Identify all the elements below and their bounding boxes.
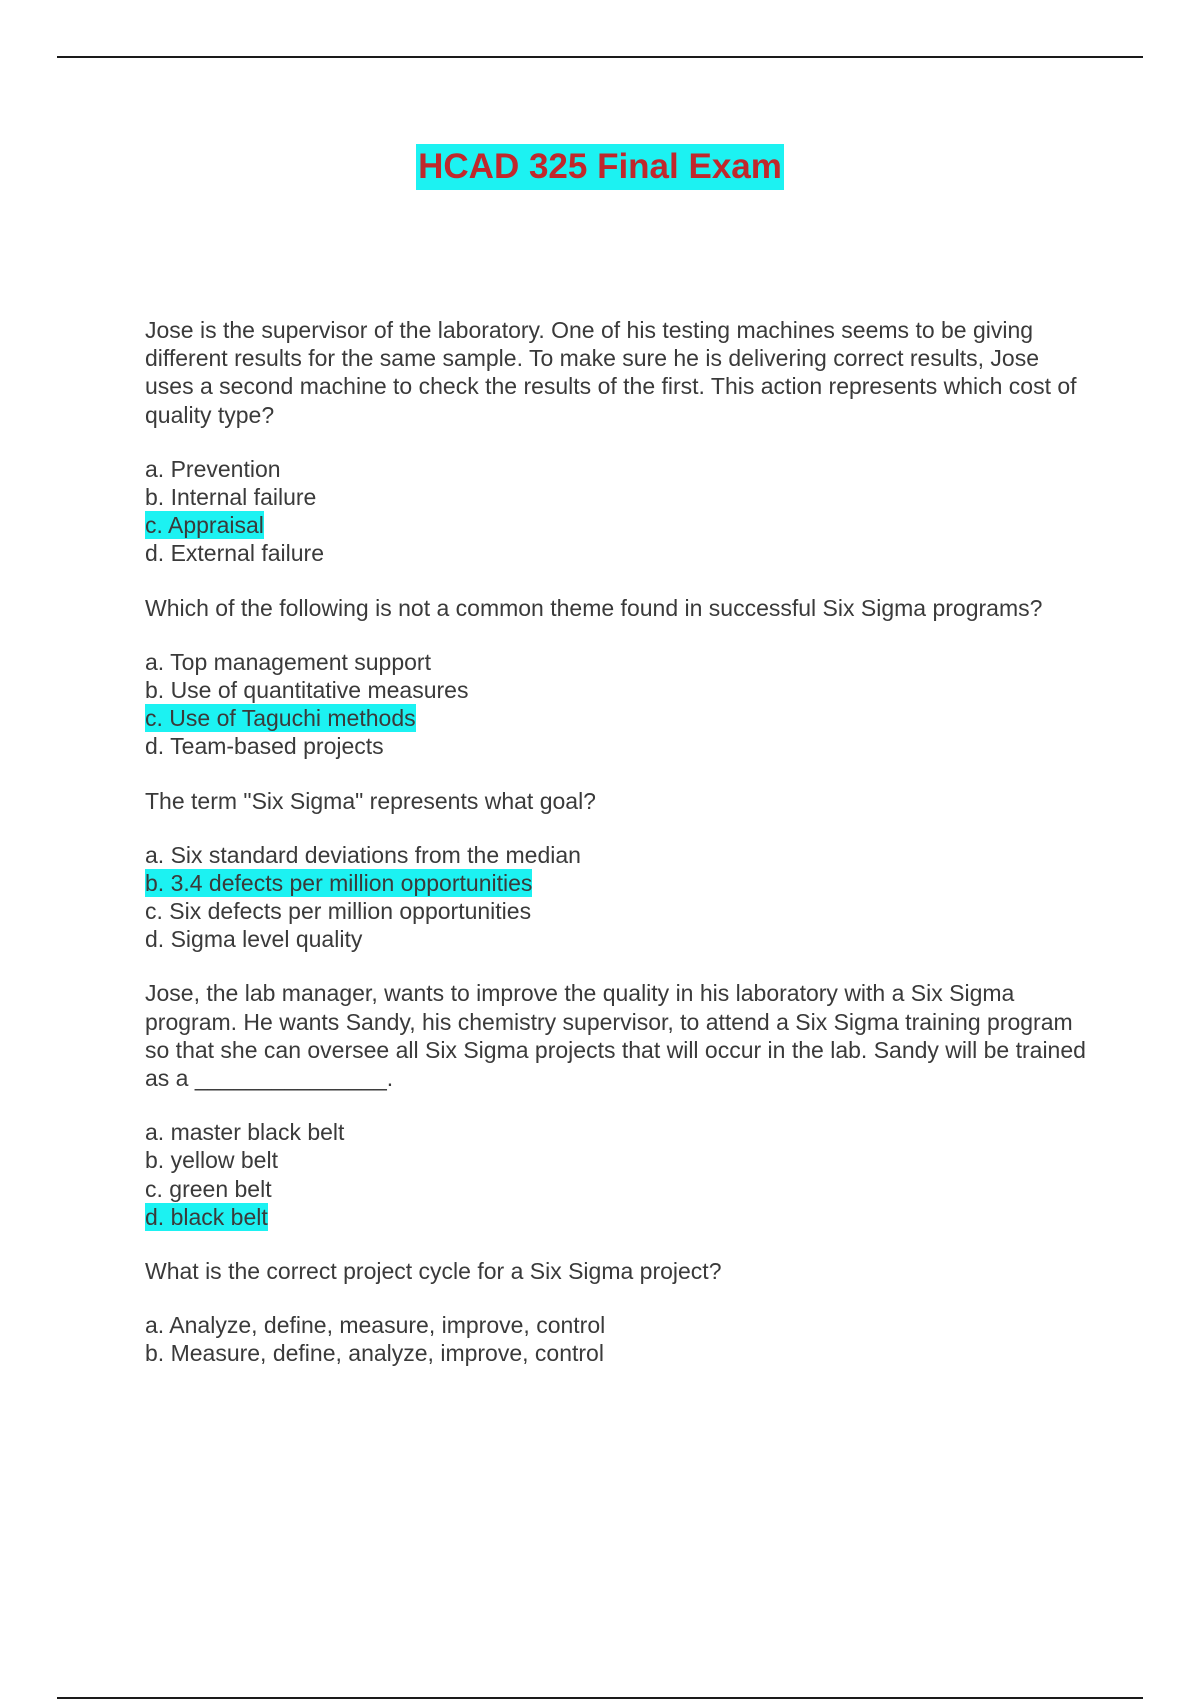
option-label: a. Analyze, define, measure, improve, control bbox=[145, 1312, 606, 1339]
exam-content bbox=[145, 316, 1090, 1394]
option-label: b. yellow belt bbox=[145, 1147, 278, 1174]
top-rule bbox=[57, 56, 1143, 58]
option-label: d. Team-based projects bbox=[145, 733, 384, 760]
option-list bbox=[145, 648, 1090, 761]
option-label: a. Six standard deviations from the median bbox=[145, 841, 581, 868]
option-label: b. Internal failure bbox=[145, 484, 317, 510]
answer-option bbox=[145, 1175, 1090, 1203]
answer-option bbox=[145, 676, 1090, 704]
answer-option bbox=[145, 732, 1090, 760]
answer-option bbox=[145, 1311, 1090, 1339]
option-label: d. External failure bbox=[145, 540, 324, 567]
option-list bbox=[145, 455, 1090, 568]
highlighted-answer-option bbox=[145, 511, 1090, 539]
answer-option bbox=[145, 455, 1090, 483]
option-label: c. Use of Taguchi methods bbox=[145, 705, 416, 732]
option-list bbox=[145, 841, 1090, 954]
option-label: d. black belt bbox=[145, 1203, 268, 1230]
answer-option bbox=[145, 925, 1090, 953]
bottom-rule bbox=[57, 1697, 1143, 1699]
answer-option bbox=[145, 483, 1090, 511]
answer-option bbox=[145, 1146, 1090, 1174]
answer-option bbox=[145, 1118, 1090, 1146]
option-label: c. green belt bbox=[145, 1175, 272, 1202]
answer-option bbox=[145, 897, 1090, 925]
title-wrap bbox=[0, 144, 1200, 190]
question-text: The term "Six Sigma" represents what goal? bbox=[145, 787, 596, 814]
option-label: b. Use of quantitative measures bbox=[145, 676, 469, 703]
option-label: a. master black belt bbox=[145, 1119, 345, 1146]
option-label: c. Appraisal bbox=[145, 512, 264, 539]
question-text: Jose is the supervisor of the laboratory. One of his testing machines seems to be giving different results for the same sample. To make sure he is delivering correct results, Jose uses a second machine to check the results of the first. This action represents which cost of quality type? bbox=[145, 317, 1077, 428]
page-title: HCAD 325 Final Exam bbox=[416, 144, 784, 190]
option-label: d. Sigma level quality bbox=[145, 926, 363, 953]
option-label: c. Six defects per million opportunities bbox=[145, 898, 532, 925]
answer-option bbox=[145, 648, 1090, 676]
option-label: b. 3.4 defects per million opportunities bbox=[145, 869, 533, 896]
highlighted-answer-option bbox=[145, 704, 1090, 732]
answer-option bbox=[145, 539, 1090, 567]
question-text: What is the correct project cycle for a Six Sigma project? bbox=[145, 1258, 722, 1285]
option-label: a. Top management support bbox=[145, 648, 431, 675]
highlighted-answer-option bbox=[145, 869, 1090, 897]
question-text: Which of the following is not a common theme found in successful Six Sigma programs? bbox=[145, 594, 1043, 621]
option-label: b. Measure, define, analyze, improve, control bbox=[145, 1340, 604, 1367]
answer-option bbox=[145, 1339, 1090, 1367]
question-text: Jose, the lab manager, wants to improve the quality in his laboratory with a Six Sigma program. He wants Sandy, his chemistry supervisor, to attend a Six Sigma training program so that she can oversee all Six Sigma projects that will occur in the lab. Sandy will be trained as a _______________. bbox=[145, 980, 1086, 1092]
option-list bbox=[145, 1311, 1090, 1367]
option-list bbox=[145, 1118, 1090, 1231]
answer-option bbox=[145, 841, 1090, 869]
option-label: a. Prevention bbox=[145, 455, 281, 482]
highlighted-answer-option bbox=[145, 1203, 1090, 1231]
